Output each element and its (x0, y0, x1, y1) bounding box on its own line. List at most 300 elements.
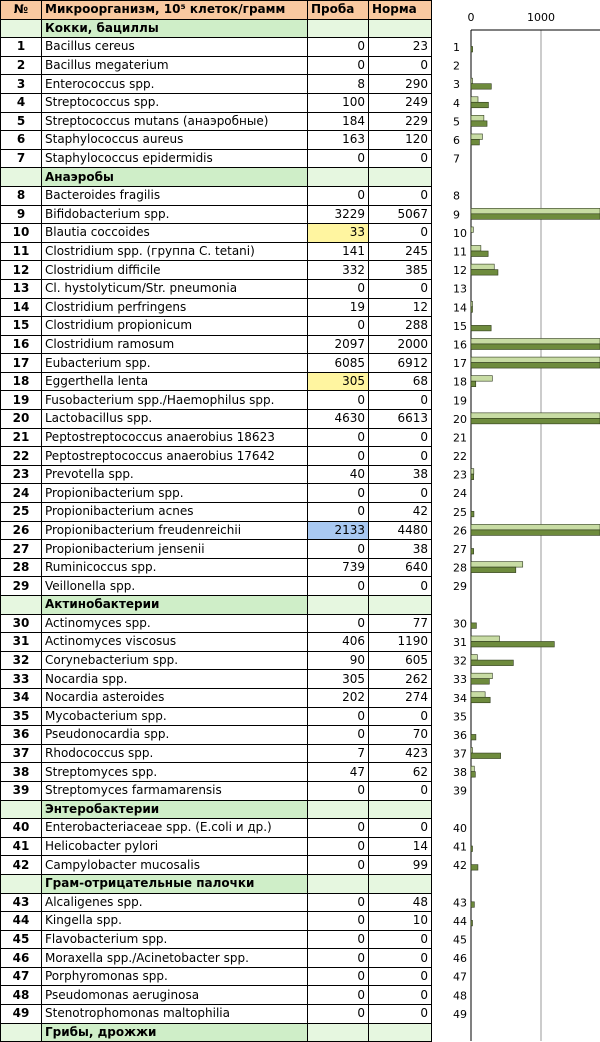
sample-bar (471, 376, 492, 382)
norm-value: 23 (369, 38, 432, 57)
table-row (1, 465, 432, 484)
norm-value: 640 (369, 558, 432, 577)
chart-row-label: 8 (453, 189, 460, 203)
norm-bar (471, 418, 600, 424)
norm-value: 288 (369, 317, 432, 336)
organism-name: Porphyromonas spp. (42, 967, 308, 986)
row-number: 43 (1, 893, 42, 912)
organism-name: Rhodococcus spp. (42, 744, 308, 763)
sample-value: 305 (308, 670, 369, 689)
norm-value: 0 (369, 484, 432, 503)
norm-value: 14 (369, 837, 432, 856)
chart-row-label: 33 (453, 673, 467, 687)
norm-bar (471, 325, 491, 331)
norm-value: 0 (369, 949, 432, 968)
row-number: 41 (1, 837, 42, 856)
section-num-cell (1, 874, 42, 893)
sample-value: 6085 (308, 354, 369, 373)
section-num-cell (1, 19, 42, 38)
table-row (1, 726, 432, 745)
sample-bar (471, 227, 473, 233)
chart-row-label: 41 (453, 840, 467, 854)
norm-value: 4480 (369, 521, 432, 540)
norm-value: 605 (369, 651, 432, 670)
table-row (1, 540, 432, 559)
norm-bar (471, 772, 475, 778)
sample-value: 0 (308, 540, 369, 559)
norm-value: 0 (369, 930, 432, 949)
chart-svg (431, 0, 600, 1041)
organism-name: Enterococcus spp. (42, 75, 308, 94)
organism-name: Veillonella spp. (42, 577, 308, 596)
table-row (1, 819, 432, 838)
norm-value: 38 (369, 465, 432, 484)
table-row (1, 261, 432, 280)
section-norm-cell (369, 596, 432, 615)
row-number: 8 (1, 186, 42, 205)
row-number: 6 (1, 131, 42, 150)
organism-name: Kingella spp. (42, 912, 308, 931)
chart-row-label: 30 (453, 617, 467, 631)
col-name-header: Микроорганизм, 10⁵ клеток/грамм (42, 1, 308, 20)
row-number: 46 (1, 949, 42, 968)
row-number: 10 (1, 224, 42, 243)
norm-value: 423 (369, 744, 432, 763)
section-row (1, 596, 432, 615)
chart-row-label: 35 (453, 710, 467, 724)
sample-bar (471, 636, 499, 642)
sample-bar (471, 338, 600, 344)
norm-value: 1190 (369, 633, 432, 652)
table-row (1, 949, 432, 968)
row-number: 22 (1, 447, 42, 466)
x-tick-label: 1000 (527, 11, 555, 24)
norm-value: 0 (369, 781, 432, 800)
sample-value: 19 (308, 298, 369, 317)
norm-bar (471, 549, 474, 555)
table-row (1, 298, 432, 317)
sample-value: 40 (308, 465, 369, 484)
sample-value: 0 (308, 38, 369, 57)
sample-bar (471, 246, 481, 252)
sample-value: 0 (308, 837, 369, 856)
norm-bar (471, 511, 474, 517)
organism-name: Nocardia asteroides (42, 688, 308, 707)
organism-name: Cl. hystolyticum/Str. pneumonia (42, 279, 308, 298)
sample-value: 4630 (308, 410, 369, 429)
table-row (1, 503, 432, 522)
organism-name: Prevotella spp. (42, 465, 308, 484)
chart-row-label: 25 (453, 505, 467, 519)
row-number: 27 (1, 540, 42, 559)
norm-value: 62 (369, 763, 432, 782)
chart-row-label: 48 (453, 989, 467, 1003)
table-row (1, 484, 432, 503)
norm-value: 0 (369, 819, 432, 838)
norm-bar (471, 363, 600, 369)
norm-bar (471, 307, 473, 313)
organism-name: Corynebacterium spp. (42, 651, 308, 670)
sample-value: 305 (308, 372, 369, 391)
sample-value: 184 (308, 112, 369, 131)
row-number: 40 (1, 819, 42, 838)
norm-value: 99 (369, 856, 432, 875)
row-number: 12 (1, 261, 42, 280)
organism-name: Pseudonocardia spp. (42, 726, 308, 745)
organism-name: Staphylococcus epidermidis (42, 149, 308, 168)
table-row (1, 670, 432, 689)
sample-bar (471, 264, 494, 270)
section-row (1, 19, 432, 38)
sample-bar (471, 562, 523, 568)
row-number: 20 (1, 410, 42, 429)
row-number: 23 (1, 465, 42, 484)
norm-bar (471, 270, 498, 276)
section-norm-cell (369, 800, 432, 819)
organism-name: Fusobacterium spp./Haemophilus spp. (42, 391, 308, 410)
row-number: 44 (1, 912, 42, 931)
sample-value: 0 (308, 949, 369, 968)
sample-value: 0 (308, 279, 369, 298)
organism-name: Propionibacterium spp. (42, 484, 308, 503)
organism-name: Bacillus cereus (42, 38, 308, 57)
table-row (1, 242, 432, 261)
norm-bar (471, 84, 491, 90)
chart-row-label: 31 (453, 635, 467, 649)
norm-bar (471, 102, 488, 108)
norm-value: 0 (369, 224, 432, 243)
sample-value: 0 (308, 930, 369, 949)
norm-bar (471, 251, 488, 257)
chart-row-label: 43 (453, 896, 467, 910)
chart-row-label: 4 (453, 96, 460, 110)
table-header (1, 1, 432, 20)
table-row (1, 372, 432, 391)
section-sample-cell (308, 874, 369, 893)
organism-name: Propionibacterium freudenreichii (42, 521, 308, 540)
sample-value: 0 (308, 503, 369, 522)
sample-value: 0 (308, 614, 369, 633)
organism-name: Actinomyces spp. (42, 614, 308, 633)
table-row (1, 38, 432, 57)
chart-row-label: 34 (453, 691, 467, 705)
sample-bar (471, 524, 600, 530)
norm-value: 120 (369, 131, 432, 150)
sample-value: 0 (308, 484, 369, 503)
sample-bar (471, 413, 600, 419)
row-number: 30 (1, 614, 42, 633)
norm-bar (471, 753, 501, 759)
organism-name: Blautia coccoides (42, 224, 308, 243)
table-row (1, 93, 432, 112)
row-number: 29 (1, 577, 42, 596)
sample-value: 0 (308, 428, 369, 447)
table-row (1, 930, 432, 949)
section-title: Грам-отрицательные палочки (42, 874, 308, 893)
table-row (1, 614, 432, 633)
sample-bar (471, 97, 478, 103)
bar-chart (431, 0, 600, 1041)
norm-bar (471, 381, 476, 387)
norm-bar (471, 846, 473, 852)
table-row (1, 112, 432, 131)
norm-bar (471, 865, 478, 871)
chart-row-label: 3 (453, 78, 460, 92)
norm-value: 68 (369, 372, 432, 391)
organism-name: Lactobacillus spp. (42, 410, 308, 429)
chart-row-label: 38 (453, 766, 467, 780)
table-row (1, 633, 432, 652)
sample-bar (471, 748, 473, 754)
organism-name: Bacteroides fragilis (42, 186, 308, 205)
organism-name: Bifidobacterium spp. (42, 205, 308, 224)
table-row (1, 224, 432, 243)
norm-value: 2000 (369, 335, 432, 354)
sample-value: 141 (308, 242, 369, 261)
sample-bar (471, 692, 485, 698)
chart-row-label: 45 (453, 933, 467, 947)
organism-name: Peptostreptococcus anaerobius 17642 (42, 447, 308, 466)
norm-bar (471, 697, 490, 703)
col-sample-header: Проба (308, 1, 369, 20)
norm-value: 0 (369, 428, 432, 447)
norm-bar (471, 121, 487, 127)
sample-value: 0 (308, 819, 369, 838)
row-number: 24 (1, 484, 42, 503)
table-row (1, 651, 432, 670)
sample-value: 0 (308, 149, 369, 168)
norm-value: 77 (369, 614, 432, 633)
sample-value: 332 (308, 261, 369, 280)
norm-value: 0 (369, 577, 432, 596)
norm-value: 48 (369, 893, 432, 912)
norm-value: 12 (369, 298, 432, 317)
section-num-cell (1, 800, 42, 819)
table-row (1, 744, 432, 763)
chart-row-label: 21 (453, 431, 467, 445)
norm-bar (471, 679, 489, 685)
table-row (1, 781, 432, 800)
chart-row-label: 24 (453, 487, 467, 501)
table-row (1, 707, 432, 726)
row-number: 33 (1, 670, 42, 689)
organism-name: Clostridium propionicum (42, 317, 308, 336)
norm-bar (471, 660, 513, 666)
norm-value: 0 (369, 447, 432, 466)
table-row (1, 56, 432, 75)
table-row (1, 856, 432, 875)
norm-value: 0 (369, 391, 432, 410)
norm-value: 262 (369, 670, 432, 689)
organism-name: Campylobacter mucosalis (42, 856, 308, 875)
organism-name: Eubacterium spp. (42, 354, 308, 373)
sample-bar (471, 78, 473, 84)
norm-value: 42 (369, 503, 432, 522)
chart-row-label: 36 (453, 728, 467, 742)
table-row (1, 75, 432, 94)
norm-value: 70 (369, 726, 432, 745)
sample-value: 0 (308, 56, 369, 75)
sample-value: 47 (308, 763, 369, 782)
chart-row-label: 9 (453, 208, 460, 222)
sample-value: 2133 (308, 521, 369, 540)
table-row (1, 893, 432, 912)
norm-value: 0 (369, 279, 432, 298)
section-row (1, 874, 432, 893)
row-number: 1 (1, 38, 42, 57)
organism-name: Propionibacterium acnes (42, 503, 308, 522)
chart-row-label: 27 (453, 543, 467, 557)
organism-name: Streptomyces spp. (42, 763, 308, 782)
table-row (1, 131, 432, 150)
chart-row-label: 19 (453, 394, 467, 408)
norm-bar (471, 734, 476, 740)
chart-row-label: 2 (453, 59, 460, 73)
sample-value: 100 (308, 93, 369, 112)
table-row (1, 410, 432, 429)
sample-value: 0 (308, 893, 369, 912)
sample-bar (471, 655, 477, 661)
chart-row-label: 5 (453, 115, 460, 129)
row-number: 32 (1, 651, 42, 670)
row-number: 16 (1, 335, 42, 354)
sample-value: 0 (308, 577, 369, 596)
organism-name: Actinomyces viscosus (42, 633, 308, 652)
norm-value: 0 (369, 56, 432, 75)
row-number: 47 (1, 967, 42, 986)
norm-value: 0 (369, 186, 432, 205)
row-number: 31 (1, 633, 42, 652)
sample-value: 0 (308, 707, 369, 726)
sample-bar (471, 357, 600, 363)
sample-bar (471, 134, 482, 140)
sample-value: 0 (308, 856, 369, 875)
table-row (1, 279, 432, 298)
norm-value: 5067 (369, 205, 432, 224)
organism-name: Stenotrophomonas maltophilia (42, 1005, 308, 1024)
section-row (1, 1023, 432, 1042)
section-norm-cell (369, 1023, 432, 1042)
organism-name: Bacillus megaterium (42, 56, 308, 75)
sample-value: 0 (308, 1005, 369, 1024)
section-row (1, 800, 432, 819)
table-body (1, 19, 432, 1042)
norm-value: 229 (369, 112, 432, 131)
row-number: 14 (1, 298, 42, 317)
organism-name: Streptococcus spp. (42, 93, 308, 112)
sample-value: 0 (308, 447, 369, 466)
row-number: 11 (1, 242, 42, 261)
sample-bar (471, 673, 492, 679)
norm-bar (471, 902, 474, 908)
norm-value: 274 (369, 688, 432, 707)
organism-name: Alcaligenes spp. (42, 893, 308, 912)
organism-name: Eggerthella lenta (42, 372, 308, 391)
table-row (1, 912, 432, 931)
norm-value: 245 (369, 242, 432, 261)
chart-row-label: 39 (453, 784, 467, 798)
norm-value: 0 (369, 967, 432, 986)
sample-value: 0 (308, 391, 369, 410)
row-number: 19 (1, 391, 42, 410)
chart-row-label: 42 (453, 859, 467, 873)
table-row (1, 335, 432, 354)
norm-bar (471, 474, 474, 480)
row-number: 42 (1, 856, 42, 875)
chart-row-label: 22 (453, 450, 467, 464)
row-number: 5 (1, 112, 42, 131)
section-num-cell (1, 596, 42, 615)
chart-row-label: 17 (453, 357, 467, 371)
section-title: Энтеробактерии (42, 800, 308, 819)
norm-bar (471, 344, 600, 350)
sample-value: 0 (308, 186, 369, 205)
chart-row-label: 13 (453, 282, 467, 296)
norm-value: 0 (369, 1005, 432, 1024)
section-sample-cell (308, 168, 369, 187)
row-number: 4 (1, 93, 42, 112)
section-title: Грибы, дрожжи (42, 1023, 308, 1042)
table-row (1, 763, 432, 782)
table-row (1, 1005, 432, 1024)
section-num-cell (1, 1023, 42, 1042)
table-row (1, 186, 432, 205)
chart-row-label: 20 (453, 412, 467, 426)
chart-row-label: 47 (453, 970, 467, 984)
norm-value: 0 (369, 986, 432, 1005)
sample-value: 0 (308, 912, 369, 931)
sample-value: 8 (308, 75, 369, 94)
organism-name: Flavobacterium spp. (42, 930, 308, 949)
table-row (1, 149, 432, 168)
row-number: 34 (1, 688, 42, 707)
chart-row-label: 11 (453, 245, 467, 259)
section-sample-cell (308, 596, 369, 615)
table-row (1, 447, 432, 466)
row-number: 21 (1, 428, 42, 447)
table-row (1, 577, 432, 596)
organism-name: Nocardia spp. (42, 670, 308, 689)
row-number: 37 (1, 744, 42, 763)
sample-value: 2097 (308, 335, 369, 354)
sample-bar (471, 469, 474, 475)
row-number: 28 (1, 558, 42, 577)
sample-value: 163 (308, 131, 369, 150)
chart-row-label: 1 (453, 40, 460, 54)
chart-row-label: 7 (453, 152, 460, 166)
norm-value: 0 (369, 707, 432, 726)
section-norm-cell (369, 168, 432, 187)
section-norm-cell (369, 19, 432, 38)
section-title: Кокки, бациллы (42, 19, 308, 38)
norm-bar (471, 214, 600, 220)
chart-row-label: 12 (453, 264, 467, 278)
row-number: 18 (1, 372, 42, 391)
organism-name: Enterobacteriaceae spp. (E.coli и др.) (42, 819, 308, 838)
table-row (1, 391, 432, 410)
organism-name: Mycobacterium spp. (42, 707, 308, 726)
sample-value: 0 (308, 967, 369, 986)
section-sample-cell (308, 19, 369, 38)
organism-name: Moraxella spp./Acinetobacter spp. (42, 949, 308, 968)
row-number: 38 (1, 763, 42, 782)
row-number: 17 (1, 354, 42, 373)
section-sample-cell (308, 1023, 369, 1042)
chart-row-label: 15 (453, 319, 467, 333)
organism-name: Ruminicoccus spp. (42, 558, 308, 577)
sample-value: 0 (308, 726, 369, 745)
chart-row-label: 18 (453, 375, 467, 389)
